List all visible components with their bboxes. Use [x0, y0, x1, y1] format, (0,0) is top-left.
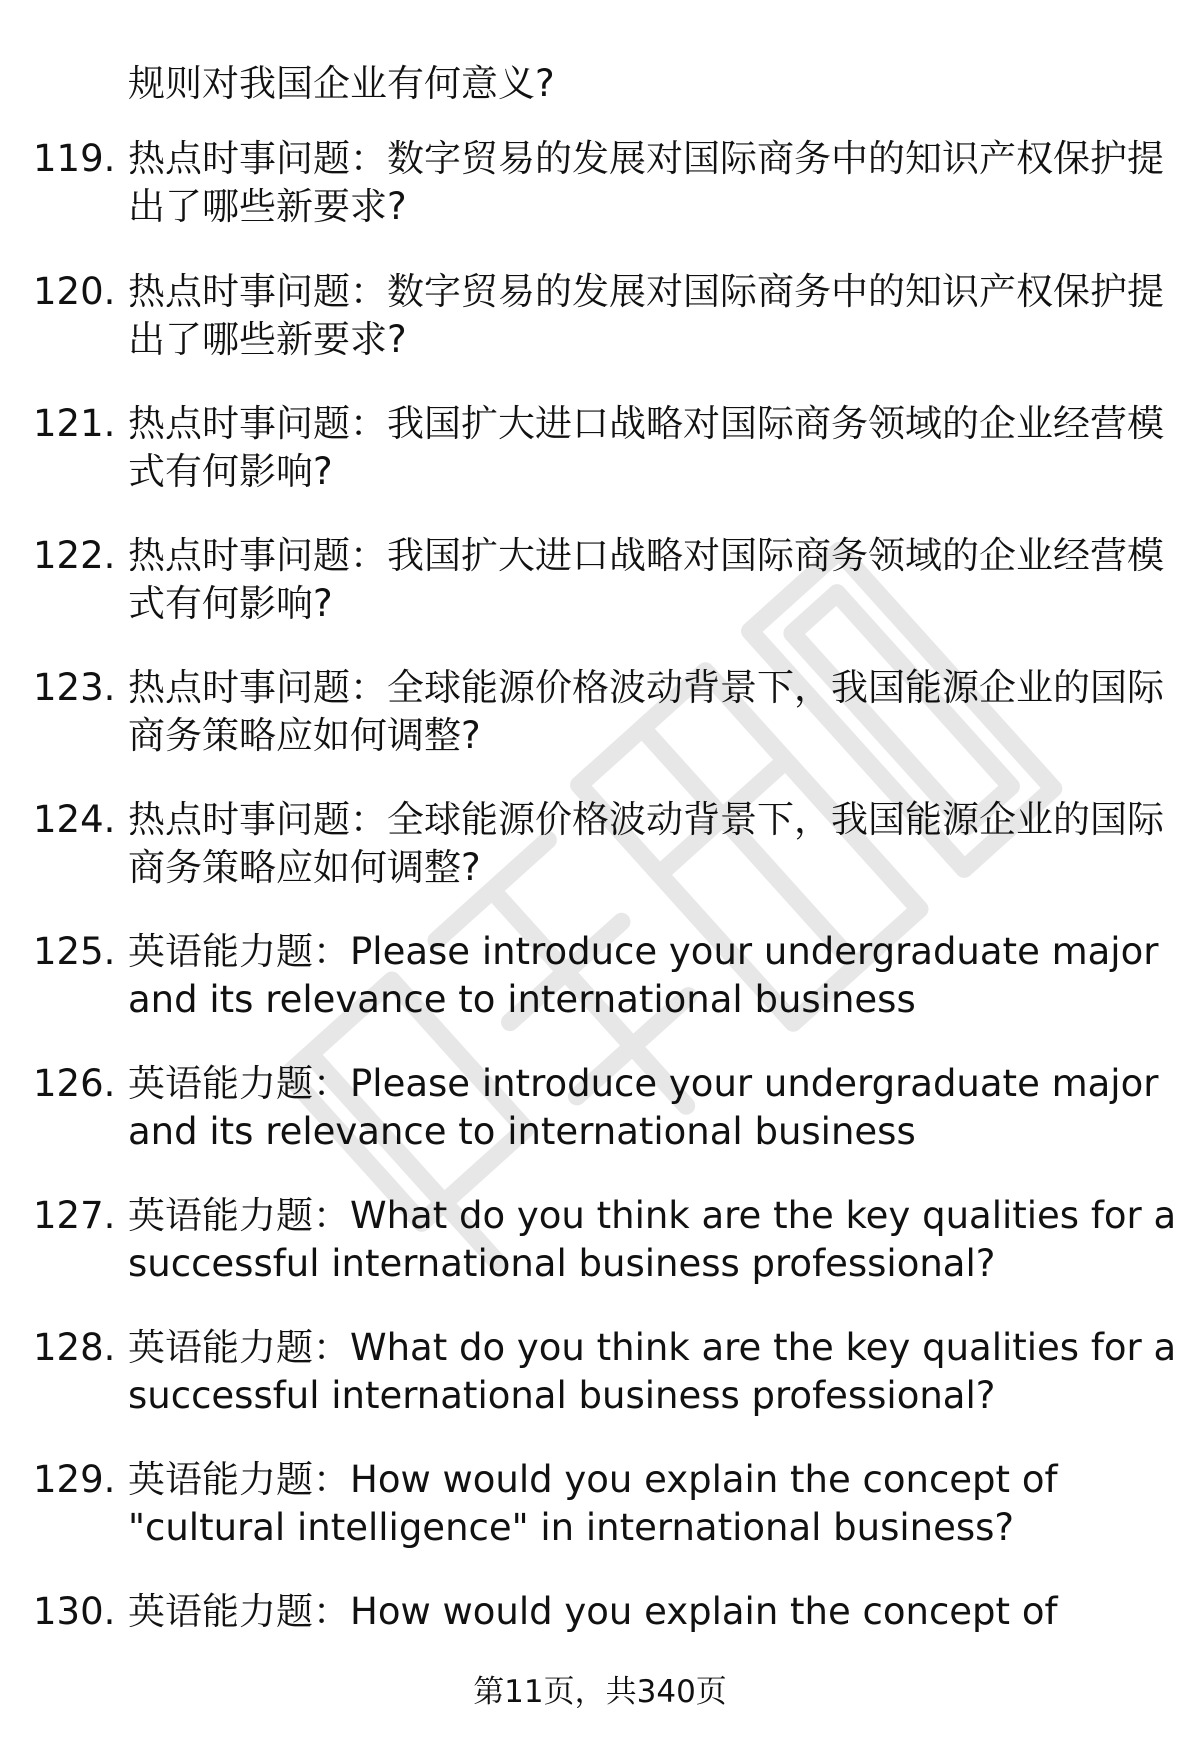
question-text-line: successful international business professional?	[128, 1242, 996, 1285]
question-text-line: 热点时事问题：全球能源价格波动背景下，我国能源企业的国际	[128, 666, 1164, 709]
question-item-127	[0, 1192, 1200, 1240]
question-text-line: 式有何影响?	[128, 582, 333, 625]
question-text-line: 英语能力题：How would you explain the concept of	[128, 1458, 1058, 1501]
question-text-line: 英语能力题：What do you think are the key qualities for a	[128, 1194, 1177, 1237]
question-item-119-line2	[0, 183, 1200, 231]
question-item-121	[0, 400, 1200, 448]
question-item-124-line2	[0, 844, 1200, 892]
question-text-line: 英语能力题：Please introduce your undergraduate major	[128, 1062, 1159, 1105]
question-text-line: 热点时事问题：数字贸易的发展对国际商务中的知识产权保护提	[128, 137, 1164, 180]
question-text-line: 规则对我国企业有何意义?	[128, 62, 555, 105]
question-text-line: 出了哪些新要求?	[128, 318, 407, 361]
question-item-120	[0, 268, 1200, 316]
question-item-119	[0, 135, 1200, 183]
question-text-line: 式有何影响?	[128, 450, 333, 493]
question-item-128-line2	[0, 1372, 1200, 1420]
question-text-line: 商务策略应如何调整?	[128, 846, 481, 889]
question-item-124	[0, 796, 1200, 844]
question-text-line: 热点时事问题：我国扩大进口战略对国际商务领域的企业经营模	[128, 402, 1164, 445]
question-text-line: 英语能力题：Please introduce your undergraduate major	[128, 930, 1159, 973]
question-item-continuation	[0, 60, 1200, 108]
question-number: 124.	[33, 798, 116, 841]
page-footer: 第11页，共340页	[473, 1674, 727, 1710]
question-item-121-line2	[0, 448, 1200, 496]
question-item-129	[0, 1456, 1200, 1504]
question-item-123-line2	[0, 712, 1200, 760]
question-number: 120.	[33, 270, 116, 313]
question-number: 130.	[33, 1590, 116, 1633]
question-number: 129.	[33, 1458, 116, 1501]
question-text-line: 英语能力题：What do you think are the key qualities for a	[128, 1326, 1177, 1369]
question-text-line: 商务策略应如何调整?	[128, 714, 481, 757]
question-item-129-line2	[0, 1504, 1200, 1552]
question-number: 121.	[33, 402, 116, 445]
question-text-line: "cultural intelligence" in international business?	[128, 1506, 1015, 1549]
question-text-line: 热点时事问题：我国扩大进口战略对国际商务领域的企业经营模	[128, 534, 1164, 577]
question-text-line: 热点时事问题：全球能源价格波动背景下，我国能源企业的国际	[128, 798, 1164, 841]
question-item-122	[0, 532, 1200, 580]
question-text-line: and its relevance to international business	[128, 1110, 916, 1153]
question-text-line: and its relevance to international business	[128, 978, 916, 1021]
question-item-120-line2	[0, 316, 1200, 364]
question-text-line: 出了哪些新要求?	[128, 185, 407, 228]
question-number: 128.	[33, 1326, 116, 1369]
question-number: 125.	[33, 930, 116, 973]
question-number: 122.	[33, 534, 116, 577]
question-text-line: 英语能力题：How would you explain the concept of	[128, 1590, 1058, 1633]
question-number: 126.	[33, 1062, 116, 1105]
question-item-125-line2	[0, 976, 1200, 1024]
question-item-128	[0, 1324, 1200, 1372]
question-number: 127.	[33, 1194, 116, 1237]
question-number: 119.	[33, 137, 116, 180]
question-item-126-line2	[0, 1108, 1200, 1156]
question-text-line: successful international business professional?	[128, 1374, 996, 1417]
question-item-127-line2	[0, 1240, 1200, 1288]
question-item-130	[0, 1588, 1200, 1636]
question-item-126	[0, 1060, 1200, 1108]
question-item-125	[0, 928, 1200, 976]
question-number: 123.	[33, 666, 116, 709]
question-item-123	[0, 664, 1200, 712]
question-item-122-line2	[0, 580, 1200, 628]
question-text-line: 热点时事问题：数字贸易的发展对国际商务中的知识产权保护提	[128, 270, 1164, 313]
